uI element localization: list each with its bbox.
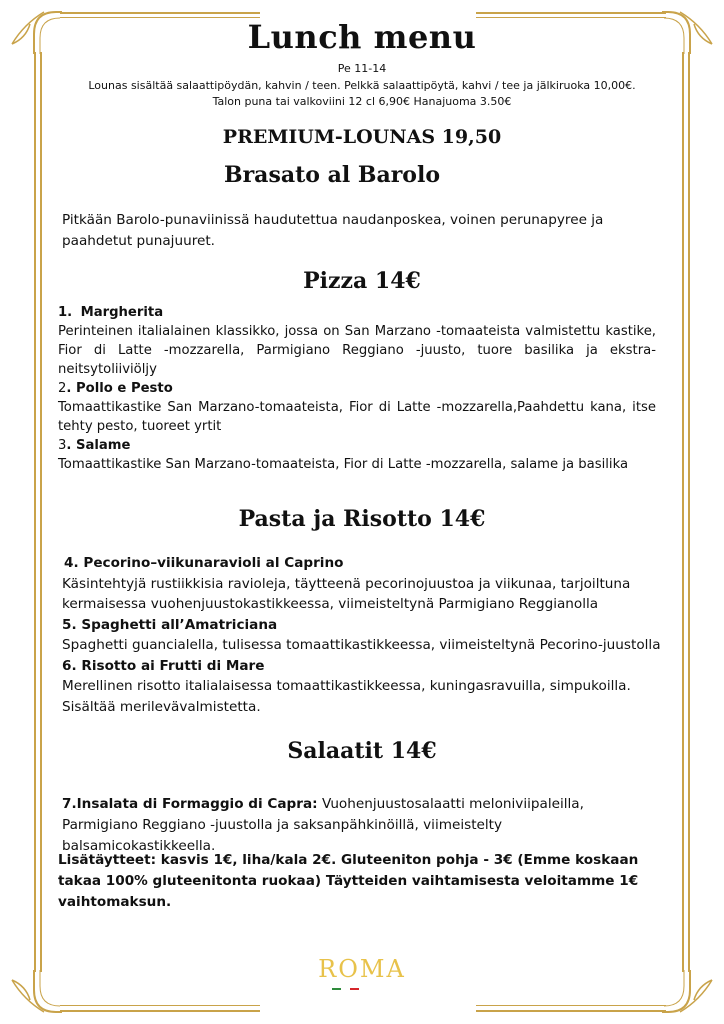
pizza-item-3-name: . Salame bbox=[66, 438, 131, 453]
flag-stripe-green bbox=[332, 988, 341, 990]
extras-note: Lisätäytteet: kasvis 1€, liha/kala 2€. Gluteeniton pohja - 3€ (Emme koskaan takaa 100% gluteenitonta ruokaa) Täytteiden vaihtamisesta veloitamme 1€ vaihtomaksun. bbox=[58, 852, 639, 910]
pasta-item-4-name: 4. Pecorino–viikunaravioli al Caprino bbox=[64, 555, 344, 571]
pizza-item-2-description: Tomaattikastike San Marzano-tomaateista, Fior di Latte -mozzarella,Paahdettu kana, itse tehty pesto, tuoreet yrtit bbox=[58, 400, 656, 434]
salad-item-7-description: Vuohenjuustosalaatti meloniviipaleilla, Parmigiano Reggiano -juustolla ja saksanpähkinöillä, viimeistelty balsamicokastikkeella. bbox=[62, 796, 584, 854]
pizza-item-1 bbox=[58, 303, 656, 322]
pizza-item-2-number: 2 bbox=[58, 381, 67, 396]
pasta-item-6-description: Merellinen risotto italialaisessa tomaattikastikkeessa, kuningasravuilla, simpukoilla. Sisältää merilevävalmistetta. bbox=[62, 678, 631, 715]
pizza-item-3-description: Tomaattikastike San Marzano-tomaateista, Fior di Latte -mozzarella, salame ja basilika bbox=[58, 457, 629, 472]
pizza-section bbox=[58, 303, 656, 474]
salads-heading: Salaatit 14€ bbox=[287, 738, 437, 764]
pizza-item-2 bbox=[58, 379, 656, 398]
pasta-item-5-name: 5. Spaghetti all’Amatriciana bbox=[62, 616, 278, 633]
pizza-item-3-number: 3 bbox=[58, 438, 67, 453]
pizza-item-1-number: 1. bbox=[58, 305, 73, 320]
roma-logo: ROMA bbox=[318, 955, 406, 983]
premium-dish-title: Brasato al Barolo bbox=[224, 162, 440, 188]
frame-top-left bbox=[60, 12, 260, 14]
pasta-item-5-description: Spaghetti guancialella, tulisessa tomaattikastikkeessa, viimeisteltynä Pecorino-juustolla bbox=[62, 637, 661, 653]
pizza-item-2-name: . Pollo e Pesto bbox=[66, 381, 173, 396]
pasta-heading: Pasta ja Risotto 14€ bbox=[238, 506, 486, 532]
frame-top-right bbox=[476, 12, 666, 14]
pizza-item-1-name: Margherita bbox=[80, 305, 164, 320]
pasta-section bbox=[62, 553, 662, 717]
opening-hours: Pe 11-14 bbox=[337, 62, 387, 75]
premium-description: Pitkään Barolo-punaviinissä haudutettua naudanposkea, voinen perunapyree ja paahdetut punajuuret. bbox=[62, 212, 604, 249]
frame-bottom-right bbox=[476, 1010, 666, 1012]
premium-heading: PREMIUM-LOUNAS 19,50 bbox=[222, 126, 502, 148]
pizza-heading: Pizza 14€ bbox=[303, 268, 421, 294]
salad-item-7-name: 7.Insalata di Formaggio di Capra: bbox=[62, 796, 318, 812]
intro-line-2: Talon puna tai valkoviini 12 cl 6,90€ Hanajuoma 3.50€ bbox=[212, 95, 512, 108]
pasta-item-6-name: 6. Risotto ai Frutti di Mare bbox=[62, 657, 265, 674]
frame-bottom-left-inner bbox=[60, 1005, 260, 1006]
pizza-item-3 bbox=[58, 436, 656, 455]
frame-bottom-left bbox=[60, 1010, 260, 1012]
salad-item-7 bbox=[62, 794, 658, 857]
frame-bottom-right-inner bbox=[476, 1005, 666, 1006]
flag-stripe-red bbox=[350, 988, 359, 990]
pasta-item-4-description: Käsintehtyjä rustiikkisia ravioleja, täytteenä pecorinojuustoa ja viikunaa, tarjoiltuna kermaisessa vuohenjuustokastikkeessa, viimeisteltynä Parmigiano Reggianolla bbox=[62, 575, 631, 612]
page-title: Lunch menu bbox=[247, 18, 477, 56]
pizza-item-1-description: Perinteinen italialainen klassikko, jossa on San Marzano -tomaateista valmistettu kastike, Fior di Latte -mozzarella, Parmigiano Reggiano -juusto, tuore basilika ja ekstra-neitsytoliiviöljy bbox=[58, 324, 656, 377]
intro-line-1: Lounas sisältää salaattipöydän, kahvin / teen. Pelkkä salaattipöytä, kahvi / tee ja jälkiruoka 10,00€. bbox=[88, 79, 636, 92]
